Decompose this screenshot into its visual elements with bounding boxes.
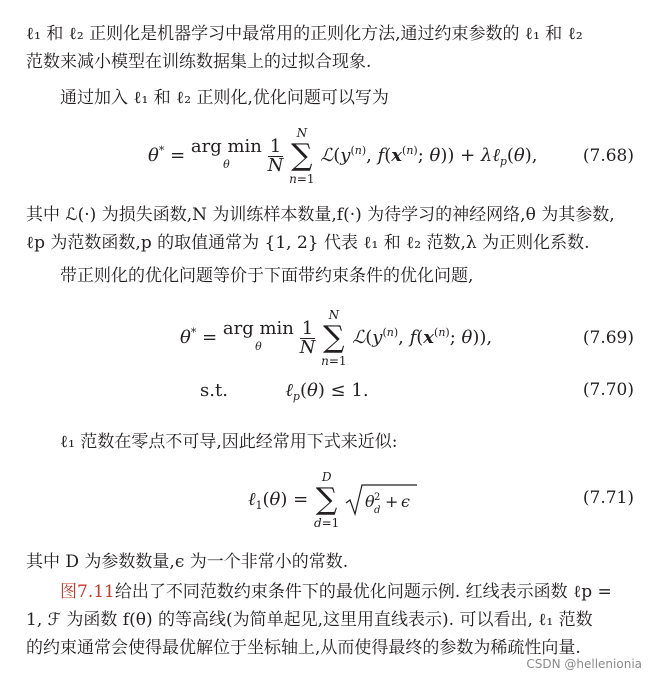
svg-text:d: d bbox=[374, 505, 381, 516]
svg-text:2: 2 bbox=[374, 492, 381, 503]
equation-7-70: s.t. ℓ$_p$(θ) ≤ 1. bbox=[200, 380, 369, 403]
para7-line1 bbox=[60, 580, 612, 604]
para1-line2: 范数来减小模型在训练数据集上的过拟合现象. bbox=[26, 52, 372, 72]
svg-text:ϵ: ϵ bbox=[401, 492, 411, 511]
equation-7-71: ℓ$_1$(θ) = D ∑ d=1 θ 2 d + ϵ bbox=[248, 470, 417, 530]
para3-line1: 其中 ℒ(·) 为损失函数,N 为训练样本数量,f(·) 为待学习的神经网络,θ 为其参数, bbox=[26, 205, 615, 225]
equation-number-7-71: (7.71) bbox=[582, 488, 634, 508]
svg-text:θ: θ bbox=[365, 492, 375, 511]
equation-7-68: θ* = arg min θ $\frac{1}{N}$ N ∑ n=1 $ℒ(y^{(n)}$, $f(x^{(n)}$; θ)) + λℓ$_p$(θ), bbox=[148, 126, 538, 186]
equation-7-69: θ* = arg min θ $\frac{1}{N}$ N ∑ n=1 $ℒ(y^{(n)}$, $f(x^{(n)}$; θ)), bbox=[180, 308, 493, 368]
subject-to-label: s.t. bbox=[200, 380, 228, 401]
para2-line1: 通过加入 ℓ₁ 和 ℓ₂ 正则化,优化问题可以写为 bbox=[60, 88, 389, 108]
para1-line1: ℓ₁ 和 ℓ₂ 正则化是机器学习中最常用的正则化方法,通过约束参数的 ℓ₁ 和 ℓ₂ bbox=[26, 24, 583, 44]
para7-line2: 1, ℱ 为函数 f(θ) 的等高线(为简单起见,这里用直线表示). 可以看出, ℓ₁ 范数 bbox=[26, 610, 593, 630]
svg-text:+: + bbox=[385, 492, 399, 511]
watermark: CSDN @hellenionia bbox=[526, 657, 642, 671]
equation-number-7-69: (7.69) bbox=[582, 328, 634, 348]
para6-line1: 其中 D 为参数数量,ϵ 为一个非常小的常数. bbox=[26, 552, 349, 572]
equation-number-7-68: (7.68) bbox=[582, 146, 634, 166]
para3-line2: ℓp 为范数函数,p 的取值通常为 {1, 2} 代表 ℓ₁ 和 ℓ₂ 范数,λ 为正则化系数. bbox=[26, 233, 590, 253]
equation-number-7-70: (7.70) bbox=[582, 380, 634, 400]
para4-line1: 带正则化的优化问题等价于下面带约束条件的优化问题, bbox=[60, 266, 474, 286]
para5-line1: ℓ₁ 范数在零点不可导,因此经常用下式来近似: bbox=[60, 432, 398, 452]
figure-reference-link[interactable]: 图7.11 bbox=[60, 582, 115, 602]
para7-line1-text: 给出了不同范数约束条件下的最优化问题示例. 红线表示函数 ℓp = bbox=[114, 582, 612, 602]
para7-line3: 的约束通常会使得最优解位于坐标轴上,从而使得最终的参数为稀疏性向量. bbox=[26, 638, 581, 658]
